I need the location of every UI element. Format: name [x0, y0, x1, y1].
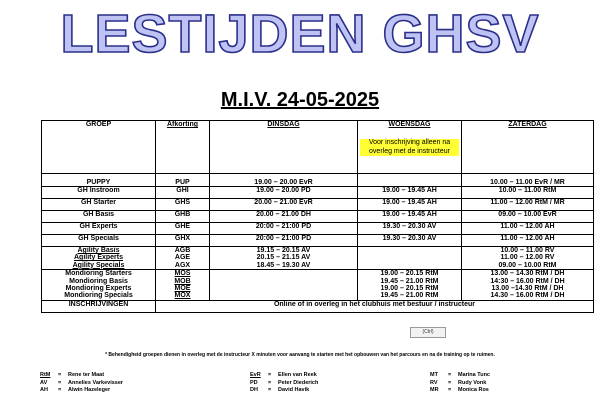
- table-row: [42, 235, 594, 247]
- agility-abbr: AGX: [174, 261, 191, 269]
- mondioring-time: 13.00 – 14.30 RtM / DH: [490, 270, 565, 278]
- mondioring-time: 19.45 – 21.00 RtM: [380, 292, 439, 300]
- header-groep: GROEP: [42, 121, 156, 174]
- agility-group: Agility Experts: [73, 254, 123, 262]
- legend-item: MR = Monica Ros: [430, 387, 489, 393]
- cell-zaterdag: 10.00 – 11.00 EvR / MR: [462, 174, 594, 187]
- legend-column-1: [40, 372, 123, 395]
- cell-afkorting: PUP: [156, 174, 210, 187]
- legend-item: EvR = Ellen van Reek: [250, 372, 317, 378]
- mondioring-time: 19.45 – 21.00 RtM: [380, 277, 439, 285]
- cell-dinsdag: 19.00 – 20.00 EvR: [210, 174, 358, 187]
- legend-item: PD = Peter Diederich: [250, 379, 319, 386]
- cell-afkorting: GHE: [156, 223, 210, 235]
- legend-item: AH = Alwin Hazeleger: [40, 387, 111, 393]
- cell-woensdag: 19.00 – 19.45 AH: [358, 211, 462, 223]
- mondioring-abbr: MOE: [174, 285, 191, 293]
- footnote: * Behendigheid groepen dienen in overleg met de instructeur X minuten voor aanvang te starten met het opbouwen van het parcours en na de training op te ruimen.: [105, 352, 495, 358]
- mondioring-abbr: MOS: [174, 270, 191, 278]
- cell-groep: GH Experts: [42, 223, 156, 235]
- agility-time: 20.15 – 21.15 AV: [256, 254, 311, 262]
- table-row: [42, 187, 594, 199]
- cell-woensdag: [358, 270, 462, 301]
- mondioring-abbr: MOX: [174, 292, 191, 300]
- agility-row: [42, 247, 594, 270]
- mondioring-abbr: MOB: [174, 277, 191, 285]
- cell-woensdag: 19.30 – 20.30 AV: [358, 235, 462, 247]
- table-row: [42, 199, 594, 211]
- cell-groep: GH Instroom: [42, 187, 156, 199]
- page-title: LESTIJDEN GHSV: [60, 4, 540, 64]
- woensdag-note: Voor inschrijving alleen na overleg met de instructeur: [360, 139, 459, 156]
- table-row: [42, 223, 594, 235]
- cell-zaterdag: 11.00 – 12.00 AH: [462, 223, 594, 235]
- legend-column-3: [430, 372, 490, 395]
- legend-item: AV = Annelies Varkevisser: [40, 379, 124, 386]
- agility-time: 11.00 – 12.00 RV: [500, 254, 555, 262]
- cell-woensdag: 19.30 – 20.30 AV: [358, 223, 462, 235]
- cell-woensdag: [358, 174, 462, 187]
- cell-afkorting: [156, 247, 210, 270]
- mondioring-time: 19.00 – 20.15 RtM: [380, 270, 439, 278]
- agility-time: 09.00 – 10.00 RtM: [498, 261, 557, 269]
- mondioring-time: 14.30 – 16.00 RtM / DH: [490, 292, 565, 300]
- cell-zaterdag: 10.00 – 11.00 RtM: [462, 187, 594, 199]
- mondioring-time: 19.00 – 20.15 RtM: [380, 285, 439, 293]
- cell-zaterdag: 11.00 – 12.00 AH: [462, 235, 594, 247]
- cell-afkorting: GHI: [156, 187, 210, 199]
- agility-time: 18.45 – 19.30 AV: [256, 261, 311, 269]
- agility-time: 10.00 – 11.00 RV: [500, 247, 555, 254]
- cell-zaterdag: 09.00 – 10.00 EvR: [462, 211, 594, 223]
- cell-afkorting: GHB: [156, 211, 210, 223]
- agility-abbr: AGB: [174, 247, 191, 254]
- agility-group: Agility Basis: [77, 247, 120, 254]
- cell-zaterdag: [462, 247, 594, 270]
- cell-groep: INSCHRIJVINGEN: [42, 300, 156, 312]
- legend-item: DH = David Havik: [250, 387, 310, 393]
- cell-groep: PUPPY: [42, 174, 156, 187]
- cell-zaterdag: 11.00 – 12.00 RtM / MR: [462, 199, 594, 211]
- table-row: [42, 174, 594, 187]
- legend-item: RV = Rudy Vonk: [430, 379, 487, 386]
- header-row: [42, 121, 594, 174]
- header-zaterdag: ZATERDAG: [462, 121, 594, 174]
- cell-groep: [42, 270, 156, 301]
- agility-group: Agility Specials: [72, 261, 125, 269]
- cell-groep: GH Basis: [42, 211, 156, 223]
- legend-item: MT = Marina Tunc: [430, 372, 490, 378]
- cell-groep: GH Specials: [42, 235, 156, 247]
- effective-date: M.I.V. 24-05-2025: [220, 89, 380, 111]
- cell-afkorting: GHS: [156, 199, 210, 211]
- paste-options-badge[interactable]: (Ctrl): [410, 327, 446, 338]
- cell-dinsdag: 20.00 – 21.00 DH: [210, 211, 358, 223]
- cell-afkorting: [156, 270, 210, 301]
- legend-item: RtM = Rene ter Maat: [40, 372, 105, 378]
- cell-woensdag: [358, 247, 462, 270]
- header-woensdag: WOENSDAG Voor inschrijving alleen na overleg met de instructeur: [358, 121, 462, 174]
- inschrijvingen-text: Online of in overleg in het clubhuis met bestuur / instructeur: [156, 300, 594, 312]
- cell-dinsdag: 19.00 – 20.00 PD: [210, 187, 358, 199]
- header-dinsdag: DINSDAG: [210, 121, 358, 174]
- mondioring-time: 14:30 – 16.00 RtM / DH: [490, 277, 565, 285]
- cell-groep: GH Starter: [42, 199, 156, 211]
- cell-groep: [42, 247, 156, 270]
- cell-zaterdag: [462, 270, 594, 301]
- agility-abbr: AGE: [174, 254, 191, 262]
- legend-column-2: [250, 372, 318, 395]
- inschrijvingen-row: [42, 300, 594, 312]
- cell-dinsdag: 20.00 – 21.00 EvR: [210, 199, 358, 211]
- mondioring-group: Mondioring Specials: [64, 292, 133, 300]
- cell-afkorting: GHX: [156, 235, 210, 247]
- mondioring-group: Mondioring Basis: [69, 277, 128, 285]
- mondioring-time: 13.00 –14.30 RtM / DH: [491, 285, 564, 293]
- cell-dinsdag: [210, 270, 358, 301]
- mondioring-group: Mondioring Experts: [65, 285, 132, 293]
- header-afkorting: Afkorting: [156, 121, 210, 174]
- schedule-table: [41, 120, 594, 313]
- agility-time: 19.15 – 20.15 AV: [256, 247, 311, 254]
- mondioring-group: Mondioring Starters: [65, 270, 132, 278]
- cell-dinsdag: 20:00 – 21:00 PD: [210, 235, 358, 247]
- cell-dinsdag: 20:00 – 21:00 PD: [210, 223, 358, 235]
- cell-woensdag: 19.00 – 19.45 AH: [358, 187, 462, 199]
- cell-dinsdag: [210, 247, 358, 270]
- cell-woensdag: 19.00 – 19.45 AH: [358, 199, 462, 211]
- mondioring-row: [42, 270, 594, 301]
- table-row: [42, 211, 594, 223]
